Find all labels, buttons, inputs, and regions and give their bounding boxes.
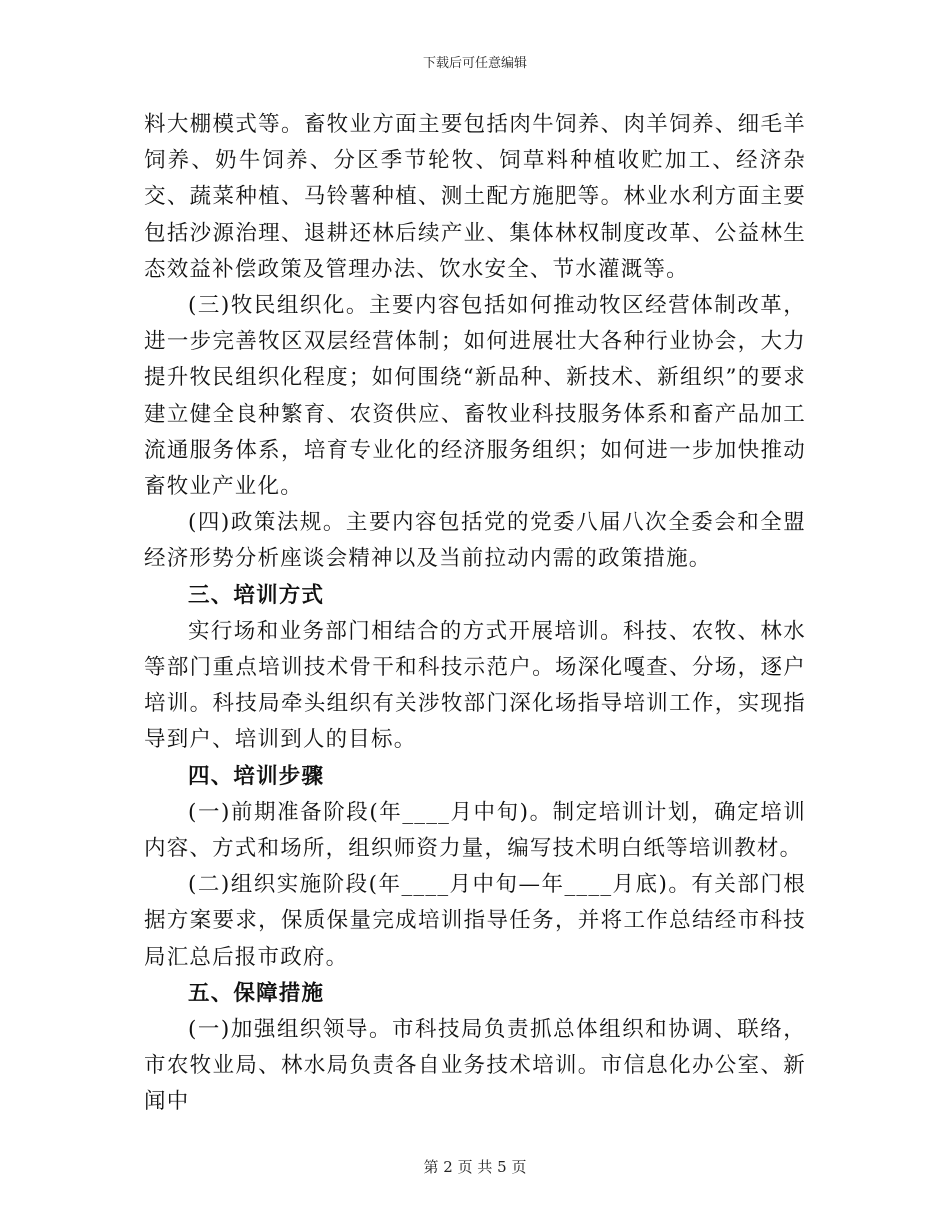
document-body [144, 107, 806, 1121]
section-heading-training-steps: 四、培训步骤 [188, 763, 325, 789]
section-heading-training-method: 三、培训方式 [188, 582, 325, 608]
page-number: 第 2 页 共 5 页 [423, 1158, 527, 1176]
paragraph-policy-regulations: (四)政策法规。主要内容包括党的党委八届八次全委会和全盟经济形势分析座谈会精神以及当前拉动内需的政策措施。 [144, 510, 806, 572]
paragraph-preparation-stage: (一)前期准备阶段(年____月中旬)。制定培训计划，确定培训内容、方式和场所，组织师资力量，编写技术明白纸等培训教材。 [144, 799, 806, 862]
paragraph-training-method: 实行场和业务部门相结合的方式开展培训。科技、农牧、林水等部门重点培训技术骨干和科技示范户。场深化嘎查、分场，逐户培训。科技局牵头组织有关涉牧部门深化场指导培训工作，实现指导到户、培训到人的目标。 [144, 618, 806, 753]
page-header: 下载后可任意编辑 [422, 56, 527, 71]
paragraph-organization-leadership: (一)加强组织领导。市科技局负责抓总体组织和协调、联络，市农牧业局、林水局负责各自业务技术培训。市信息化办公室、新闻中 [144, 1017, 806, 1115]
paragraph-agriculture-topics: 料大棚模式等。畜牧业方面主要包括肉牛饲养、肉羊饲养、细毛羊饲养、奶牛饲养、分区季节轮牧、饲草料种植收贮加工、经济杂交、蔬菜种植、马铃薯种植、测土配方施肥等。林业水利方面主要包括沙源治理、退耕还林后续产业、集体林权制度改革、公益林生态效益补偿政策及管理办法、饮水安全、节水灌溉等。 [144, 112, 806, 282]
paragraph-implementation-stage: (二)组织实施阶段(年____月中旬—年____月底)。有关部门根据方案要求，保质保量完成培训指导任务，并将工作总结经市科技局汇总后报市政府。 [144, 872, 806, 970]
section-heading-safeguards: 五、保障措施 [188, 980, 325, 1006]
paragraph-herder-organization: (三)牧民组织化。主要内容包括如何推动牧区经营体制改革，进一步完善牧区双层经营体制；如何进展壮大各种行业协会，大力提升牧民组织化程度；如何围绕“新品种、新技术、新组织”的要求建立健全良种繁育、农资供应、畜牧业科技服务体系和畜产品加工流通服务体系，培育专业化的经济服务组织；如何进一步加快推动畜牧业产业化。 [144, 293, 806, 500]
